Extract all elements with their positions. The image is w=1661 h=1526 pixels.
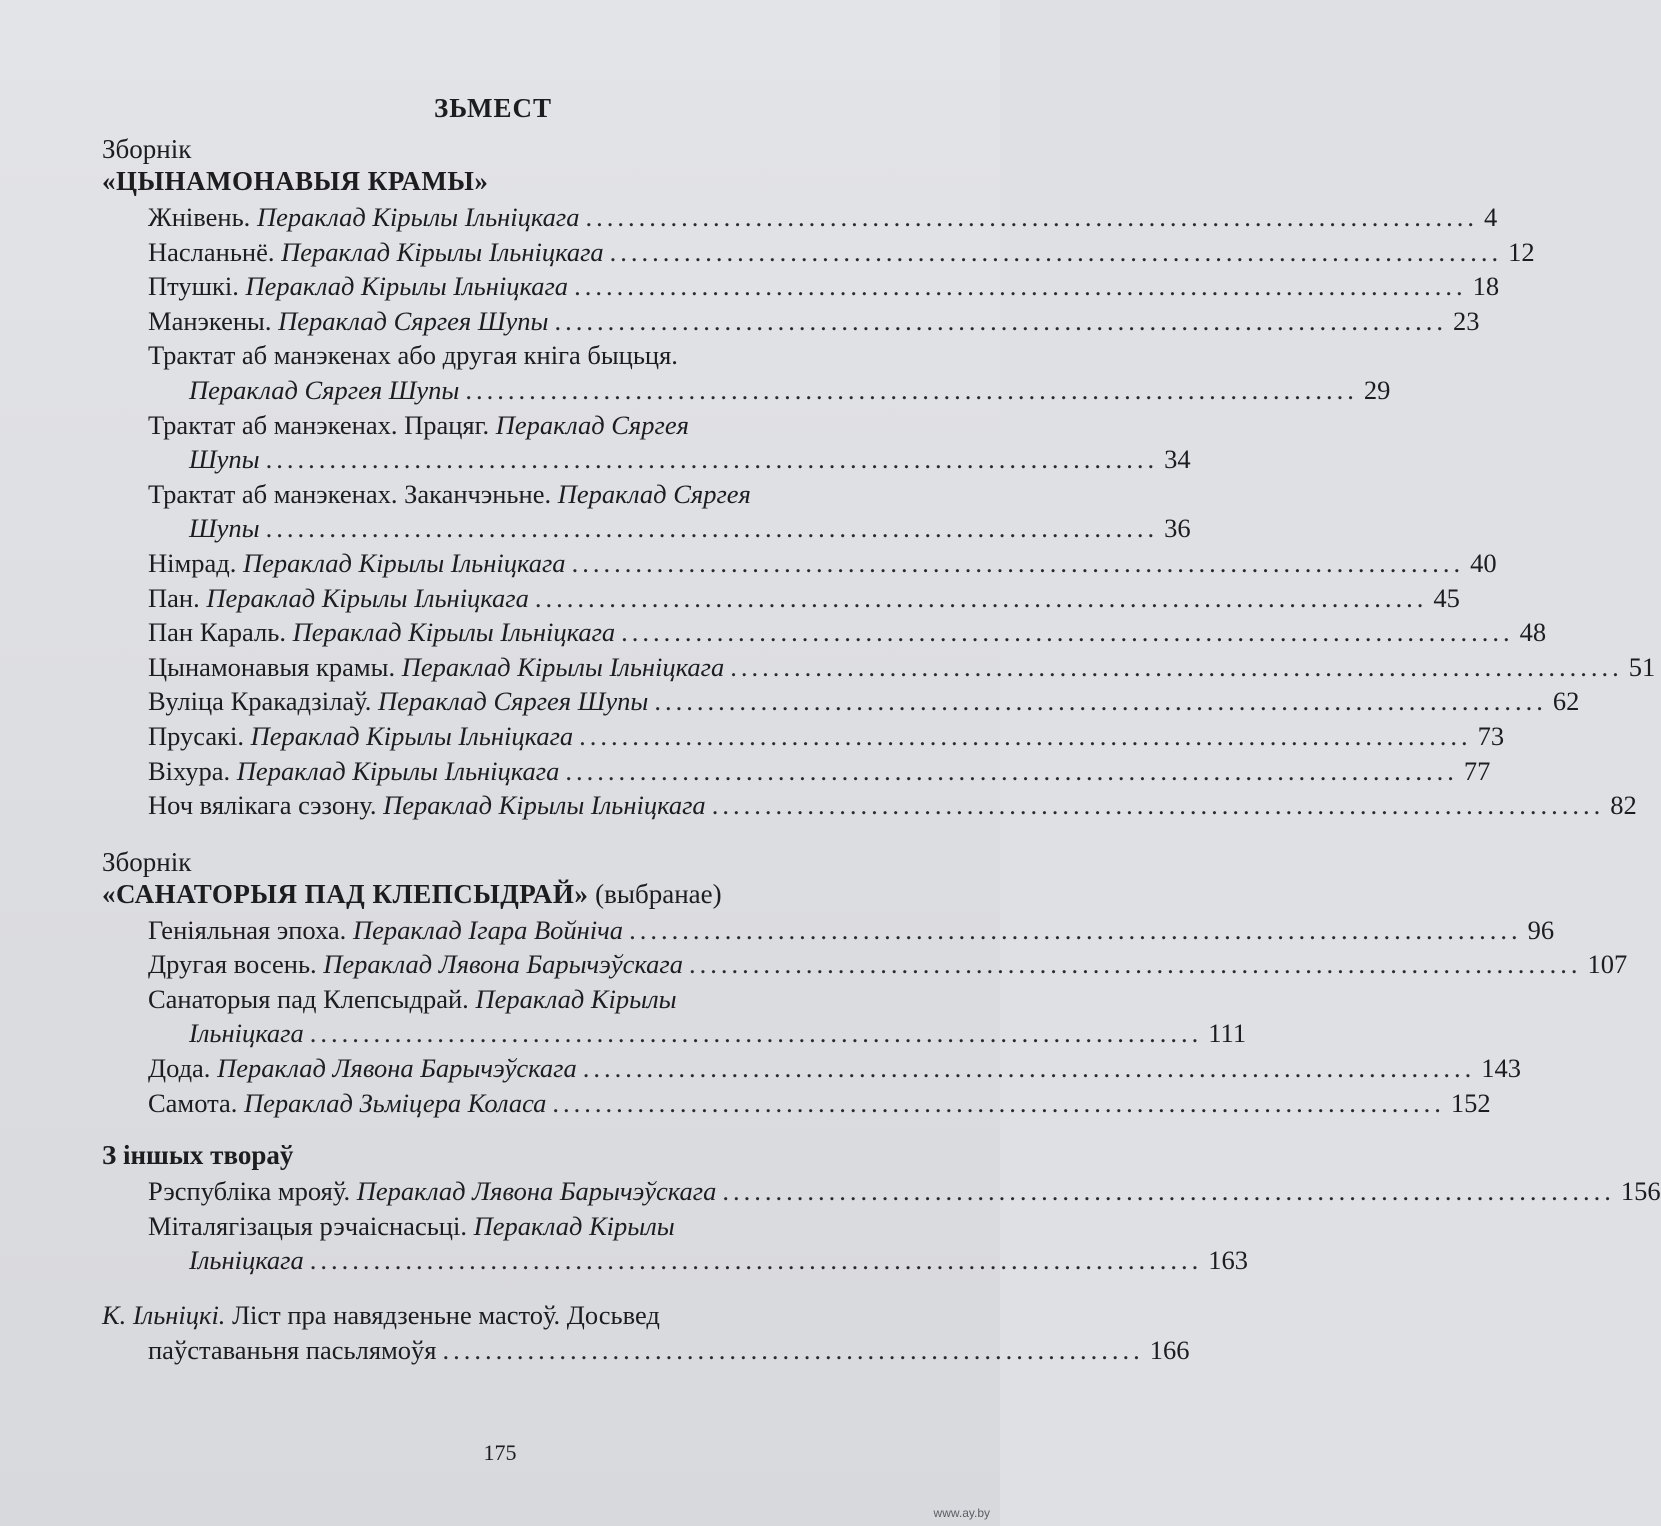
entry-text [148, 788, 706, 823]
toc-heading: ЗЬМЕСТ [433, 93, 553, 123]
entry-title: Рэспубліка мрояў. [148, 1176, 351, 1207]
section-entries [148, 200, 1656, 823]
section-entries [148, 1174, 1661, 1278]
leader-dots: .................................................................................... [609, 236, 1503, 267]
page-number: 29 [1363, 374, 1391, 405]
toc-entry [148, 913, 1555, 948]
entry-translator: Пераклад Кірылы Ільніцкага [206, 582, 529, 613]
entry-text [148, 684, 648, 719]
toc-entry-line [148, 200, 1498, 235]
leader-dots: .................................................................................... [265, 444, 1159, 475]
afterword-entry [102, 1298, 1190, 1367]
page-number: 77 [1463, 755, 1491, 786]
toc-entry-line [148, 913, 1555, 948]
entry-title: Ноч вялікага сэзону. [148, 790, 377, 821]
toc-entry [148, 650, 1656, 685]
page-number: 48 [1519, 617, 1547, 648]
section-label: Зборнік [102, 846, 192, 877]
toc-entry [148, 408, 1191, 477]
toc-entry-line [148, 754, 1491, 789]
entry-translator: Пераклад Кірылы [475, 983, 677, 1014]
leader-dots: .................................................................................... [585, 202, 1478, 232]
leader-dots: .................................................................................... [621, 617, 1514, 648]
entry-translator-cont: Шупы [189, 444, 260, 475]
entry-title: Міталягізацыя рэчаіснасьці. [148, 1210, 467, 1241]
page-number: 156 [1620, 1176, 1661, 1207]
page-number: 51 [1628, 651, 1656, 682]
afterword-title-line2: паўставаньня пасьлямоўя [148, 1334, 437, 1365]
page-number: 34 [1164, 444, 1191, 475]
toc-entry-line [148, 947, 1628, 982]
watermark: www.ay.by [933, 1506, 990, 1520]
page-number: 23 [1452, 305, 1480, 336]
page-number: 107 [1587, 949, 1628, 980]
leader-dots: .................................................................................... [730, 651, 1623, 682]
entry-translator: Пераклад Лявона Барычэўскага [323, 949, 683, 980]
leader-dots: .................................................................................... [309, 1018, 1203, 1049]
toc-entry-line [148, 1086, 1491, 1121]
leader-dots: .................................................................................... [579, 720, 1472, 751]
page-number: 4 [1483, 202, 1498, 232]
toc-entry [148, 338, 1391, 407]
toc-entry [148, 788, 1637, 823]
toc-entry-line [148, 615, 1547, 650]
toc-entry [148, 684, 1580, 719]
leader-dots: .................................................................................... [574, 271, 1467, 302]
entry-translator: Пераклад Кірылы Ільніцкага [250, 720, 574, 751]
toc-entry-line [148, 650, 1656, 685]
entry-text [148, 546, 566, 581]
entry-text [148, 304, 548, 339]
leader-dots: .................................................................................... [465, 374, 1358, 405]
toc-entry-line [148, 1174, 1661, 1209]
entry-title: Трактат аб манэкенах або другая кніга быцьця. [148, 340, 678, 371]
leader-dots: .................................................................................... [265, 513, 1159, 544]
entry-translator: Пераклад Кірылы [473, 1210, 675, 1241]
entry-translator-cont: Шупы [189, 513, 260, 544]
section-title-suffix: (выбранае) [595, 878, 722, 909]
section-label: Зборнік [102, 134, 192, 164]
entry-translator: Пераклад Сяргея [557, 478, 751, 509]
toc-entry [148, 615, 1547, 650]
entry-text [148, 235, 604, 270]
entry-title: Цынамонавыя крамы. [148, 651, 396, 682]
page-number: 73 [1477, 720, 1505, 751]
leader-dots: .................................................................................... [565, 755, 1458, 786]
entry-title: Прусакі. [148, 720, 244, 751]
leader-dots: .................................................................................... [629, 914, 1522, 945]
page-number: 166 [1149, 1334, 1190, 1365]
entry-text [148, 581, 529, 616]
folio-page-number: 175 [483, 1440, 517, 1465]
entry-title: Другая восень. [148, 949, 317, 980]
entry-title: Трактат аб манэкенах. Працяг. [148, 409, 490, 440]
page-number: 45 [1433, 582, 1460, 613]
page-number: 82 [1610, 790, 1637, 821]
entry-text [148, 1051, 577, 1086]
entry-translator: Пераклад Кірылы Ільніцкага [401, 651, 725, 682]
entry-translator: Пераклад Сяргея Шупы [278, 305, 549, 336]
entry-title: Санаторыя пад Клепсыдрай. [148, 983, 469, 1014]
toc-entry [148, 719, 1505, 754]
toc-entry [148, 546, 1497, 581]
toc-entry-line [148, 338, 884, 373]
leader-dots: .................................................................................... [654, 686, 1547, 717]
leader-dots: .................................................................. [442, 1334, 1144, 1365]
page-number: 12 [1508, 236, 1535, 267]
entry-title: Вуліца Кракадзілаў. [148, 686, 372, 717]
entry-title: Дода. [148, 1053, 211, 1084]
leader-dots: .................................................................................... [552, 1087, 1445, 1118]
entry-translator: Пераклад Лявона Барычэўскага [356, 1176, 717, 1207]
entry-title: Геніяльная эпоха. [148, 914, 347, 945]
toc-entry-line [148, 269, 1500, 304]
toc-entry [148, 982, 1247, 1051]
toc-entry [148, 754, 1491, 789]
toc-entry-line [148, 788, 1637, 823]
entry-title: Жнівень. [148, 202, 251, 232]
afterword-title-line1: Ліст пра навядзеньне мастоў. Досьвед [232, 1300, 660, 1331]
leader-dots: .................................................................................... [571, 547, 1465, 578]
leader-dots: .................................................................................... [554, 305, 1447, 336]
leader-dots: .................................................................................... [582, 1053, 1476, 1084]
entry-translator: Пераклад Кірылы Ільніцкага [236, 755, 560, 786]
leader-dots: .................................................................................... [534, 582, 1428, 613]
entry-text [148, 1086, 546, 1121]
toc-entry-line [148, 511, 1191, 546]
entry-text [148, 754, 559, 789]
toc-entry [148, 235, 1535, 270]
entry-translator: Пераклад Сяргея Шупы [189, 374, 460, 405]
entry-title: Трактат аб манэкенах. Заканчэньне. [148, 478, 552, 509]
toc-entry-line [148, 235, 1535, 270]
page-number: 143 [1481, 1053, 1521, 1084]
toc-entry-line [148, 408, 884, 443]
entry-text [148, 1174, 716, 1209]
toc-entry-line [148, 1016, 1247, 1051]
leader-dots: .................................................................................... [688, 949, 1582, 980]
entry-translator: Пераклад Кірылы Ільніцкага [245, 271, 569, 302]
page-number: 40 [1470, 547, 1497, 578]
entry-text [148, 719, 573, 754]
toc-entry [148, 581, 1460, 616]
entry-translator: Пераклад Сяргея Шупы [377, 686, 649, 717]
toc-entry [148, 947, 1628, 982]
toc-entry [148, 1086, 1491, 1121]
toc-entry-line [148, 304, 1480, 339]
entry-title: Пан. [148, 582, 200, 613]
page-number: 18 [1472, 271, 1500, 302]
toc-entry-line [148, 684, 1580, 719]
entry-text [148, 650, 724, 685]
entry-translator: Пераклад Лявона Барычэўскага [217, 1053, 577, 1084]
entry-translator: Пераклад Кірылы Ільніцкага [281, 236, 604, 267]
toc-entry [148, 1051, 1521, 1086]
toc-entry-line [148, 719, 1505, 754]
toc-entry [148, 477, 1191, 546]
leader-dots: .................................................................................... [722, 1176, 1615, 1207]
entry-title: Самота. [148, 1087, 238, 1118]
toc-entry [148, 1174, 1661, 1209]
entry-title: Птушкі. [148, 271, 239, 302]
toc-entry [148, 269, 1500, 304]
page-number: 96 [1527, 914, 1555, 945]
entry-translator: Пераклад Кірылы Ільніцкага [383, 790, 706, 821]
toc-entry-line [148, 1051, 1521, 1086]
toc-entry-line [148, 373, 1391, 408]
entry-translator: Пераклад Кірылы Ільніцкага [292, 617, 616, 648]
entry-translator-cont: Ільніцкага [189, 1245, 304, 1276]
section-title: З іншых твораў [102, 1140, 294, 1171]
page-number: 111 [1208, 1018, 1247, 1049]
entry-title: Насланьнё. [148, 236, 275, 267]
entry-title: Манэкены. [148, 305, 272, 336]
section-title: «САНАТОРЫЯ ПАД КЛЕПСЫДРАЙ» (выбранае) [102, 878, 722, 909]
table-of-contents [102, 88, 1661, 1367]
toc-entry [148, 304, 1480, 339]
entry-title: Німрад. [148, 547, 237, 578]
entry-translator: Пераклад Зьміцера Коласа [244, 1087, 547, 1118]
toc-entry-line [148, 1243, 1249, 1278]
page-number: 36 [1164, 513, 1191, 544]
toc-entry-line [148, 442, 1191, 477]
toc-entry-line [148, 1209, 884, 1244]
entry-translator: Пераклад Сяргея [495, 409, 689, 440]
toc-entry [148, 200, 1498, 235]
leader-dots: .................................................................................... [711, 790, 1605, 821]
entry-translator-cont: Ільніцкага [189, 1018, 304, 1049]
toc-entry-line [148, 477, 884, 512]
leader-dots: .................................................................................... [309, 1245, 1203, 1276]
page-number: 163 [1208, 1245, 1249, 1276]
toc-entry [148, 1209, 1249, 1278]
entry-text [148, 269, 568, 304]
page-number: 152 [1450, 1087, 1491, 1118]
entry-text [148, 913, 623, 948]
entry-text [148, 200, 579, 235]
entry-translator: Пераклад Кірылы Ільніцкага [243, 547, 566, 578]
section-title: «ЦЫНАМОНАВЫЯ КРАМЫ» [102, 166, 489, 196]
toc-entry-line [148, 546, 1497, 581]
afterword-author: К. Ільніцкі. [102, 1300, 226, 1331]
toc-entry-line [148, 982, 884, 1017]
toc-entry-line [148, 581, 1460, 616]
page-number: 62 [1552, 686, 1580, 717]
entry-text [148, 615, 615, 650]
section-entries [148, 913, 1628, 1121]
entry-translator: Пераклад Ігара Войніча [352, 914, 624, 945]
entry-title: Віхура. [148, 755, 231, 786]
entry-translator: Пераклад Кірылы Ільніцкага [256, 202, 580, 232]
entry-text [148, 947, 683, 982]
entry-title: Пан Караль. [148, 617, 286, 648]
